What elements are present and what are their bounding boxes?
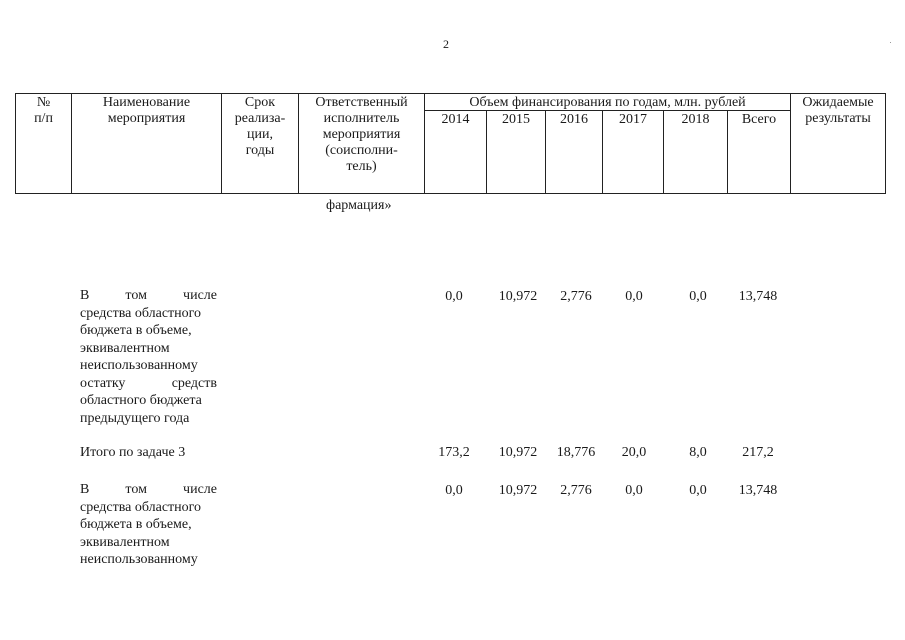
- header-responsible: Ответственный исполнитель мероприятия (соисполни- тель): [315, 95, 408, 174]
- value-2014: 0,0: [445, 289, 463, 304]
- header-year: 2018: [681, 112, 710, 127]
- page-number: 2: [443, 37, 449, 51]
- value-2016: 18,776: [556, 445, 596, 460]
- row-description: Итого по задаче 3: [80, 445, 186, 460]
- header-results: Ожидаемые результаты: [802, 95, 874, 126]
- value-2015: 10,972: [498, 445, 538, 460]
- value-2016: 2,776: [560, 289, 592, 304]
- scan-speck: [890, 42, 891, 43]
- value-2014: 173,2: [438, 445, 470, 460]
- value-2018: 0,0: [689, 483, 707, 498]
- col-border: [885, 93, 886, 194]
- row-description: В том числе средства областного бюджета в объеме, эквивалентном неиспользованному: [80, 482, 217, 567]
- value-2018: 0,0: [689, 289, 707, 304]
- value-2017: 20,0: [621, 445, 647, 460]
- header-year: 2017: [619, 112, 647, 127]
- value-2015: 10,972: [498, 483, 538, 498]
- header-name: Наименование мероприятия: [102, 95, 191, 126]
- table-top-border: [15, 93, 886, 94]
- value-2017: 0,0: [625, 483, 643, 498]
- header-funding-title: Объем финансирования по годам, млн. рублей: [469, 95, 746, 110]
- fragment-text: фармация»: [326, 198, 392, 213]
- header-year: 2016: [560, 112, 588, 127]
- header-total: Всего: [741, 112, 777, 127]
- value-2014: 0,0: [445, 483, 463, 498]
- value-2018: 8,0: [689, 445, 707, 460]
- value-2017: 0,0: [625, 289, 643, 304]
- row-description: В том числе средства областного бюджета в объеме, эквивалентном неиспользованному остатку средств областного бюджета предыдущего года: [80, 288, 217, 426]
- header-year: 2015: [502, 112, 530, 127]
- value-total: 217,2: [742, 445, 774, 460]
- table-header-bottom-border: [15, 193, 886, 194]
- value-2016: 2,776: [560, 483, 592, 498]
- value-2015: 10,972: [498, 289, 538, 304]
- header-term: Срок реализа- ции, годы: [234, 95, 286, 158]
- value-total: 13,748: [738, 289, 778, 304]
- header-year: 2014: [441, 112, 470, 127]
- value-total: 13,748: [738, 483, 778, 498]
- header-num: № п/п: [34, 95, 53, 126]
